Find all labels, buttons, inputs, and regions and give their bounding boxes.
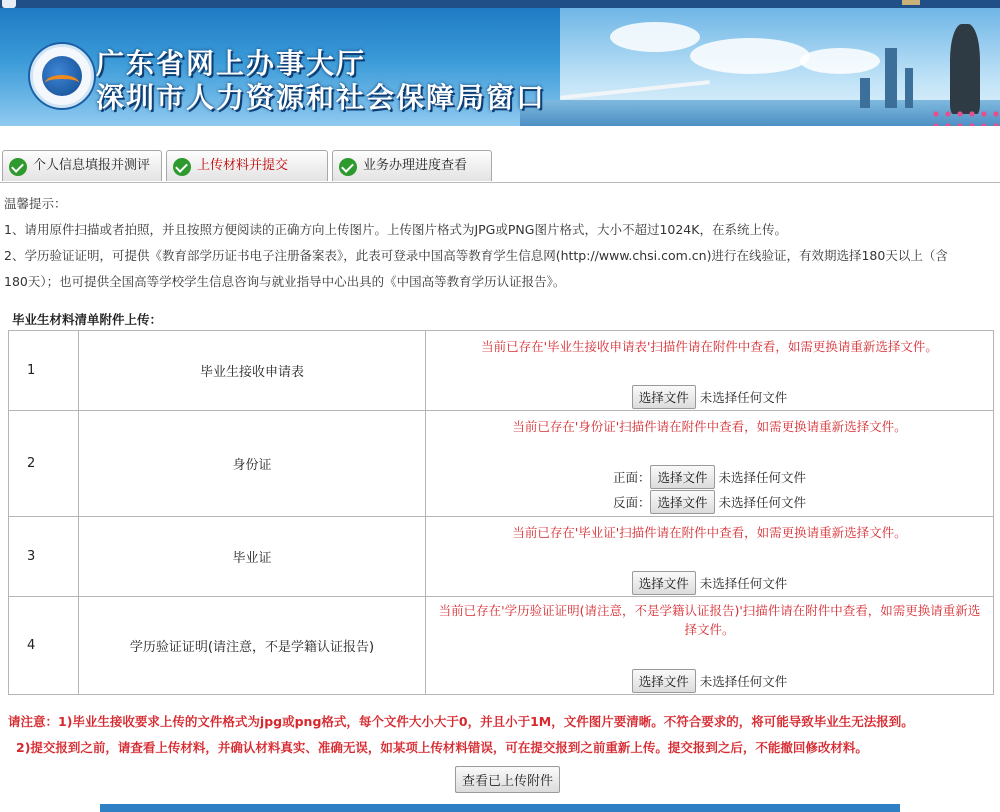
attachments-table	[8, 330, 994, 695]
check-icon	[339, 158, 357, 176]
flowers-image	[930, 108, 1000, 126]
row-name: 毕业生接收申请表	[79, 331, 426, 411]
existing-file-notice: 当前已存在'身份证'扫描件请在附件中查看，如需更换请重新选择文件。	[512, 419, 907, 434]
toolbar-chip	[902, 0, 920, 5]
site-title-line2: 深圳市人力资源和社会保障局窗口	[96, 81, 547, 114]
table-row	[9, 411, 994, 517]
file-upload-row	[426, 571, 993, 595]
statue-image	[950, 24, 980, 114]
row-name: 身份证	[79, 411, 426, 517]
cloud-image	[690, 38, 810, 74]
banner-water	[520, 100, 1000, 126]
upload-cell	[426, 517, 994, 597]
row-number: 1	[9, 331, 79, 411]
upload-cell	[426, 597, 994, 695]
choose-file-button[interactable]: 选择文件	[632, 669, 696, 693]
table-row	[9, 331, 994, 411]
bottom-bar	[100, 804, 900, 812]
existing-file-notice: 当前已存在'毕业生接收申请表'扫描件请在附件中查看，如需更换请重新选择文件。	[481, 339, 938, 354]
file-upload-row	[426, 385, 993, 409]
choose-file-button[interactable]: 选择文件	[632, 571, 696, 595]
cloud-image	[610, 22, 700, 52]
table-row	[9, 597, 994, 695]
row-name: 学历验证证明(请注意，不是学籍认证报告)	[79, 597, 426, 695]
no-file-text: 未选择任何文件	[699, 576, 788, 591]
row-number: 2	[9, 411, 79, 517]
existing-file-notice: 当前已存在'毕业证'扫描件请在附件中查看，如需更换请重新选择文件。	[512, 525, 907, 540]
tab-progress[interactable]	[332, 150, 492, 181]
view-uploaded-button[interactable]: 查看已上传附件	[455, 766, 560, 793]
front-label: 正面：	[612, 470, 651, 485]
tab-label: 个人信息填报并测评	[33, 158, 151, 173]
notice-line-b: 择文件。	[684, 622, 735, 637]
site-logo	[30, 44, 94, 108]
cloud-image	[800, 48, 880, 74]
choose-file-back-button[interactable]: 选择文件	[650, 490, 714, 514]
existing-file-notice	[426, 601, 993, 639]
warning-line-2: 2)提交报到之前，请查看上传材料，并确认材料真实、准确无误，如某项上传材料错误，可在提交报到之前重新上传。提交报到之后，不能撤回修改材料。	[16, 740, 868, 755]
tip-line-2a: 2、学历验证证明，可提供《教育部学历证书电子注册备案表》，此表可登录中国高等教育学生信息网(http://www.chsi.com.cn)进行在线验证，有效期选择180天以上（含	[4, 248, 948, 263]
choose-file-button[interactable]: 选择文件	[632, 385, 696, 409]
tip-line-2b: 180天）；也可提供全国高等学校学生信息咨询与就业指导中心出具的《中国高等教育学历认证报告》。	[4, 274, 566, 289]
notice-line-a: 当前已存在'学历验证证明(请注意，不是学籍认证报告)'扫描件请在附件中查看，如需更换请重新选	[438, 603, 981, 618]
tower-image	[885, 48, 897, 108]
tab-personal-info[interactable]	[2, 150, 162, 181]
file-upload-row-front	[426, 465, 993, 489]
attachments-title: 毕业生材料清单附件上传：	[12, 312, 163, 327]
site-title-line1: 广东省网上办事大厅	[96, 47, 367, 80]
no-file-text: 未选择任何文件	[699, 674, 788, 689]
top-strip	[0, 0, 1000, 8]
upload-cell	[426, 411, 994, 517]
no-file-text: 未选择任何文件	[718, 495, 807, 510]
upload-cell	[426, 331, 994, 411]
tips-heading: 温馨提示：	[4, 196, 67, 211]
home-icon[interactable]	[2, 0, 16, 8]
no-file-text: 未选择任何文件	[699, 390, 788, 405]
back-label: 反面：	[612, 495, 651, 510]
header-banner	[0, 8, 1000, 126]
tab-label: 业务办理进度查看	[363, 158, 468, 173]
file-upload-row	[426, 669, 993, 693]
tower-image	[905, 68, 913, 108]
check-icon	[9, 158, 27, 176]
row-number: 4	[9, 597, 79, 695]
tip-line-1: 1、请用原件扫描或者拍照，并且按照方便阅读的正确方向上传图片。上传图片格式为JPG或PNG图片格式，大小不超过1024K，在系统上传。	[4, 222, 787, 237]
no-file-text: 未选择任何文件	[718, 470, 807, 485]
file-upload-row-back	[426, 490, 993, 514]
check-icon	[173, 158, 191, 176]
table-row	[9, 517, 994, 597]
choose-file-front-button[interactable]: 选择文件	[650, 465, 714, 489]
tab-upload-materials[interactable]	[166, 150, 328, 181]
row-number: 3	[9, 517, 79, 597]
warning-line-1: 请注意：1)毕业生接收要求上传的文件格式为jpg或png格式，每个文件大小大于0，并且小于1M，文件图片要清晰。不符合要求的，将可能导致毕业生无法报到。	[8, 714, 914, 729]
tower-image	[860, 78, 870, 108]
row-name: 毕业证	[79, 517, 426, 597]
tab-label: 上传材料并提交	[197, 158, 289, 173]
